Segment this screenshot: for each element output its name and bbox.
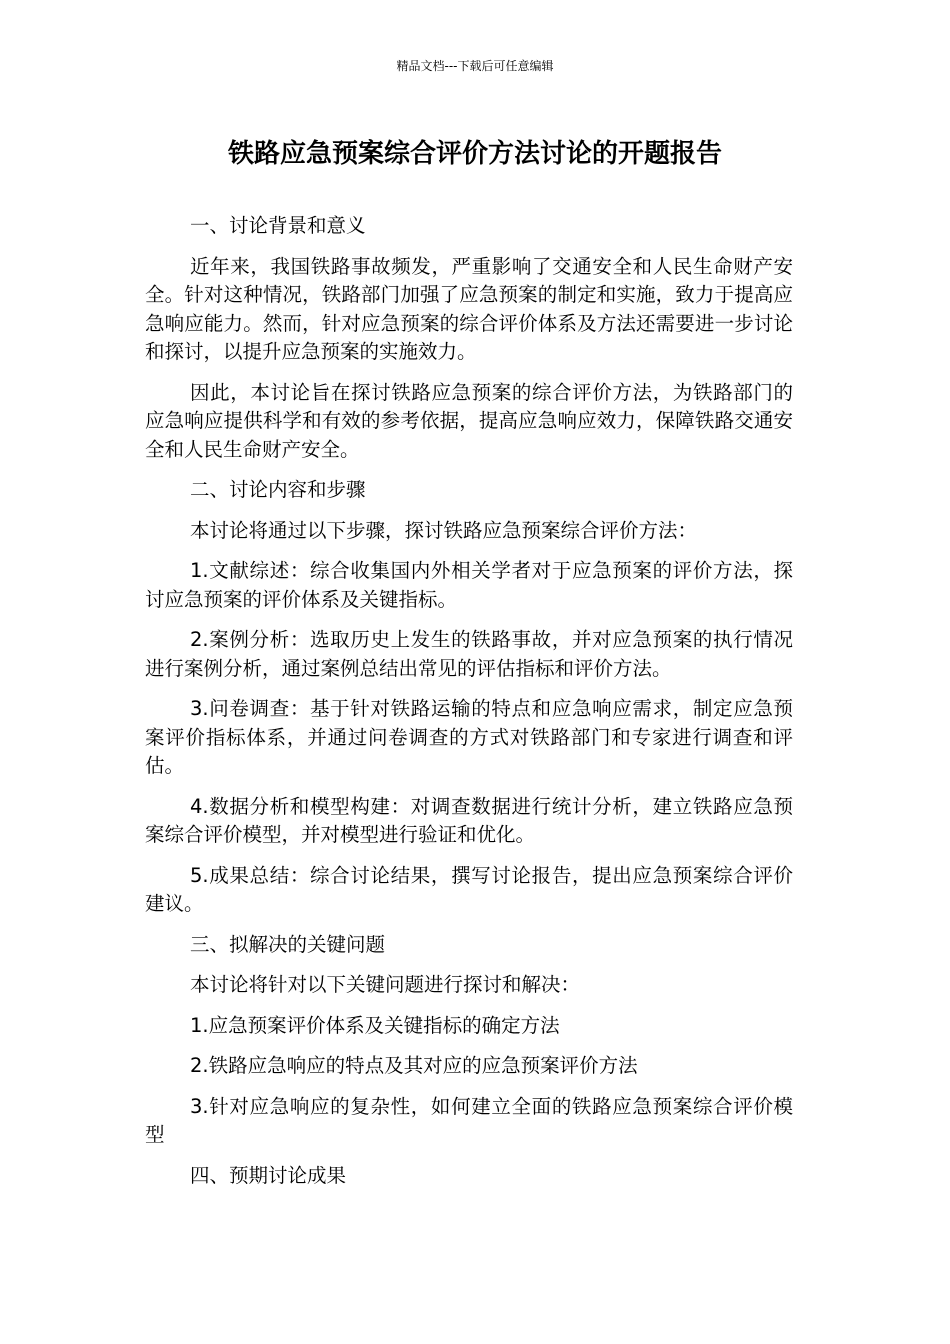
list-item: 1.应急预案评价体系及关键指标的确定方法 [190,1013,560,1037]
document-body [145,212,793,1202]
page-header: 精品文档---下载后可任意编辑 [396,59,554,73]
document-title: 铁路应急预案综合评价方法讨论的开题报告 [227,139,722,169]
body-paragraph: 近年来，我国铁路事故频发，严重影响了交通安全和人民生命财产安全。针对这种情况，铁路部门加强了应急预案的制定和实施，致力于提高应急响应能力。然而，针对应急预案的综合评价体系及方法还需要进一步讨论和探讨，以提升应急预案的实施效力。 [145,254,793,363]
list-item: 2.铁路应急响应的特点及其对应的应急预案评价方法 [190,1054,638,1077]
body-paragraph: 本讨论将通过以下步骤，探讨铁路应急预案综合评价方法： [190,518,698,542]
list-item: 4.数据分析和模型构建：对调查数据进行统计分析，建立铁路应急预案综合评价模型，并对模型进行验证和优化。 [145,794,793,846]
body-paragraph: 本讨论将针对以下关键问题进行探讨和解决： [190,973,581,996]
section-heading-background: 一、讨论背景和意义 [190,214,366,237]
list-item: 1.文献综述：综合收集国内外相关学者对于应急预案的评价方法，探讨应急预案的评价体系及关键指标。 [145,559,793,611]
section-heading-key-problems: 三、拟解决的关键问题 [190,932,386,956]
list-item: 3.针对应急响应的复杂性，如何建立全面的铁路应急预案综合评价模型 [145,1094,793,1146]
section-heading-expected-results: 四、预期讨论成果 [190,1163,347,1187]
list-item: 2.案例分析：选取历史上发生的铁路事故，并对应急预案的执行情况进行案例分析，通过案例总结出常见的评估指标和评价方法。 [145,628,793,680]
body-paragraph: 因此，本讨论旨在探讨铁路应急预案的综合评价方法，为铁路部门的应急响应提供科学和有效的参考依据，提高应急响应效力，保障铁路交通安全和人民生命财产安全。 [145,380,793,461]
list-item: 5.成果总结：综合讨论结果，撰写讨论报告，提出应急预案综合评价建议。 [145,863,793,915]
section-heading-content: 二、讨论内容和步骤 [190,478,366,501]
list-item: 3.问卷调查：基于针对铁路运输的特点和应急响应需求，制定应急预案评价指标体系，并通过问卷调查的方式对铁路部门和专家进行调查和评估。 [145,697,793,777]
